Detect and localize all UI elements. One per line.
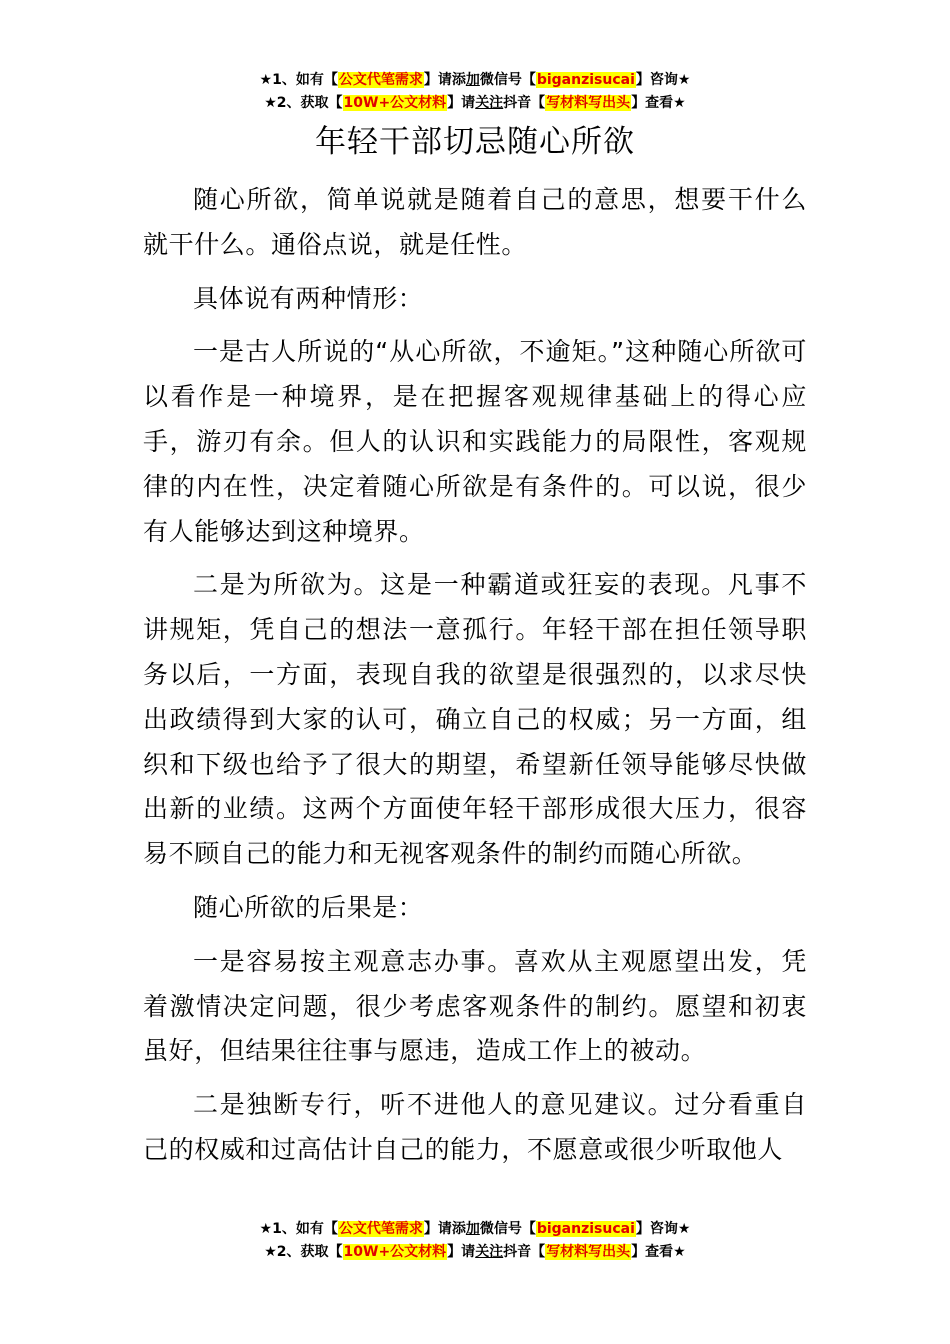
banner-text: 微信号【 [479, 72, 536, 88]
banner-line-1 [0, 1218, 950, 1241]
banner-text-underlined: 加 [465, 1221, 480, 1237]
banner-text: 抖音【 [503, 95, 546, 111]
banner-text: 】请添 [423, 72, 466, 88]
highlight-writing-service: 公文代笔需求 [338, 72, 423, 88]
banner-text: 】请 [447, 1244, 476, 1260]
paragraph: 随心所欲，简单说就是随着自己的意思，想要干什么就干什么。通俗点说，就是任性。 [143, 185, 807, 259]
banner-text: ★2、获取【 [264, 95, 343, 111]
highlight-douyin-account: 写材料写出头 [546, 1244, 631, 1260]
paragraph: 随心所欲的后果是： [193, 892, 424, 922]
banner-text: 】查看★ [631, 1244, 686, 1260]
paragraph: 二是独断专行，听不进他人的意见建议。过分看重自己的权威和过高估计自己的能力，不愿意或很少听取他人 [143, 1090, 807, 1164]
highlight-douyin-account: 写材料写出头 [546, 95, 631, 111]
banner-text: 微信号【 [479, 1221, 536, 1237]
banner-text: ★1、如有【 [259, 72, 338, 88]
banner-text: 】请 [447, 95, 476, 111]
banner-text-underlined: 加 [465, 72, 480, 88]
paragraph: 二是为所欲为。这是一种霸道或狂妄的表现。凡事不讲规矩，凭自己的想法一意孤行。年轻干部在担任领导职务以后，一方面，表现自我的欲望是很强烈的，以求尽快出政绩得到大家的认可，确立自己的权威；另一方面，组织和下级也给予了很大的期望，希望新任领导能够尽快做出新的业绩。这两个方面使年轻干部形成很大压力，很容易不顾自己的能力和无视客观条件的制约而随心所欲。 [143, 570, 807, 869]
highlight-materials: 10W+公文材料 [343, 95, 447, 111]
highlight-wechat-id: biganzisucai [536, 1221, 635, 1237]
banner-text-underlined: 关注 [475, 1244, 504, 1260]
paragraph: 具体说有两种情形： [193, 283, 424, 313]
banner-text: 】请添 [423, 1221, 466, 1237]
banner-text: ★1、如有【 [259, 1221, 338, 1237]
document-body [143, 178, 807, 1182]
highlight-writing-service: 公文代笔需求 [338, 1221, 423, 1237]
header-banner [0, 69, 950, 115]
highlight-wechat-id: biganzisucai [536, 72, 635, 88]
paragraph: 一是容易按主观意志办事。喜欢从主观愿望出发，凭着激情决定问题，很少考虑客观条件的制约。愿望和初衷虽好，但结果往往事与愿违，造成工作上的被动。 [143, 946, 807, 1066]
banner-line-1 [0, 69, 950, 92]
footer-banner [0, 1218, 950, 1264]
banner-line-2 [0, 92, 950, 115]
banner-text: 】咨询★ [635, 1221, 691, 1237]
paragraph: 一是古人所说的“从心所欲，不逾矩。”这种随心所欲可以看作是一种境界，是在把握客观规律基础上的得心应手，游刃有余。但人的认识和实践能力的局限性，客观规律的内在性，决定着随心所欲是有条件的。可以说，很少有人能够达到这种境界。 [143, 337, 807, 546]
banner-text: ★2、获取【 [264, 1244, 343, 1260]
banner-text-underlined: 关注 [475, 95, 504, 111]
banner-text: 】查看★ [631, 95, 686, 111]
banner-line-2 [0, 1241, 950, 1264]
banner-text: 】咨询★ [635, 72, 691, 88]
highlight-materials: 10W+公文材料 [343, 1244, 447, 1260]
document-title: 年轻干部切忌随心所欲 [315, 124, 635, 160]
banner-text: 抖音【 [503, 1244, 546, 1260]
